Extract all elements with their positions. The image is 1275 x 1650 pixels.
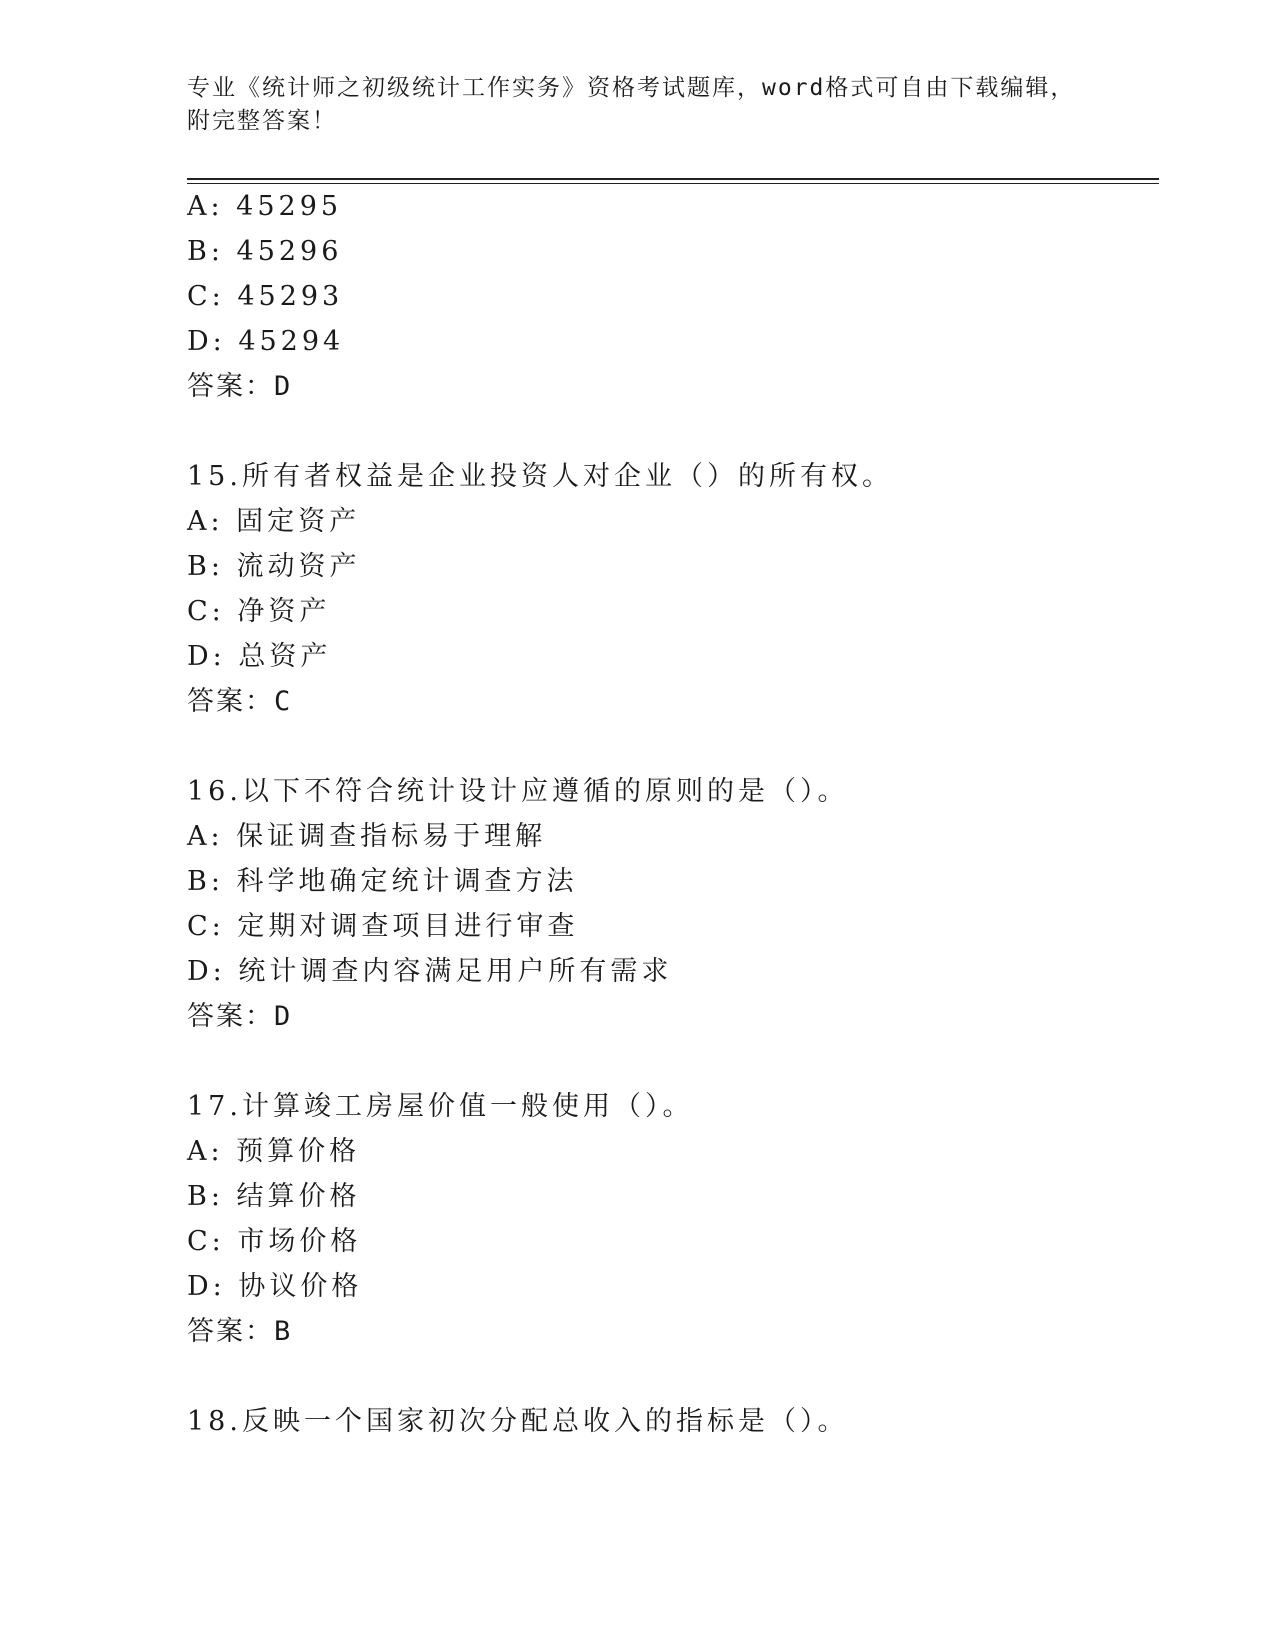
answer: 答案：D: [187, 371, 293, 402]
option-b: B: 科学地确定统计调查方法: [187, 866, 578, 897]
option-b: B: 45296: [187, 236, 343, 267]
option-a: A: 保证调查指标易于理解: [187, 821, 547, 852]
answer: 答案：B: [187, 1316, 293, 1347]
header-rule-thin: [187, 183, 1159, 184]
document-header: [187, 72, 1087, 138]
option-d: D: 总资产: [187, 641, 332, 672]
option-c: C: 市场价格: [187, 1226, 362, 1257]
option-c: C: 45293: [187, 281, 344, 312]
option-b: B: 流动资产: [187, 551, 361, 582]
header-line-1: 专业《统计师之初级统计工作实务》资格考试题库，word格式可自由下载编辑，: [187, 75, 1076, 101]
header-line-2: 附完整答案！: [187, 108, 337, 134]
question-16: 16.以下不符合统计设计应遵循的原则的是（）。: [187, 776, 849, 807]
option-a: A: 固定资产: [187, 506, 361, 537]
question-15: 15.所有者权益是企业投资人对企业（）的所有权。: [187, 461, 893, 492]
option-b: B: 结算价格: [187, 1181, 361, 1212]
header-rule-thick: [187, 178, 1159, 180]
option-d: D: 45294: [187, 326, 345, 357]
answer: 答案：C: [187, 686, 293, 717]
question-18: 18.反映一个国家初次分配总收入的指标是（）。: [187, 1406, 849, 1437]
option-d: D: 统计调查内容满足用户所有需求: [187, 956, 673, 987]
option-a: A: 预算价格: [187, 1136, 361, 1167]
option-d: D: 协议价格: [187, 1271, 363, 1302]
answer: 答案：D: [187, 1001, 293, 1032]
option-a: A: 45295: [187, 191, 343, 222]
question-17: 17.计算竣工房屋价值一般使用（）。: [187, 1091, 694, 1122]
option-c: C: 净资产: [187, 596, 331, 627]
option-c: C: 定期对调查项目进行审查: [187, 911, 579, 942]
